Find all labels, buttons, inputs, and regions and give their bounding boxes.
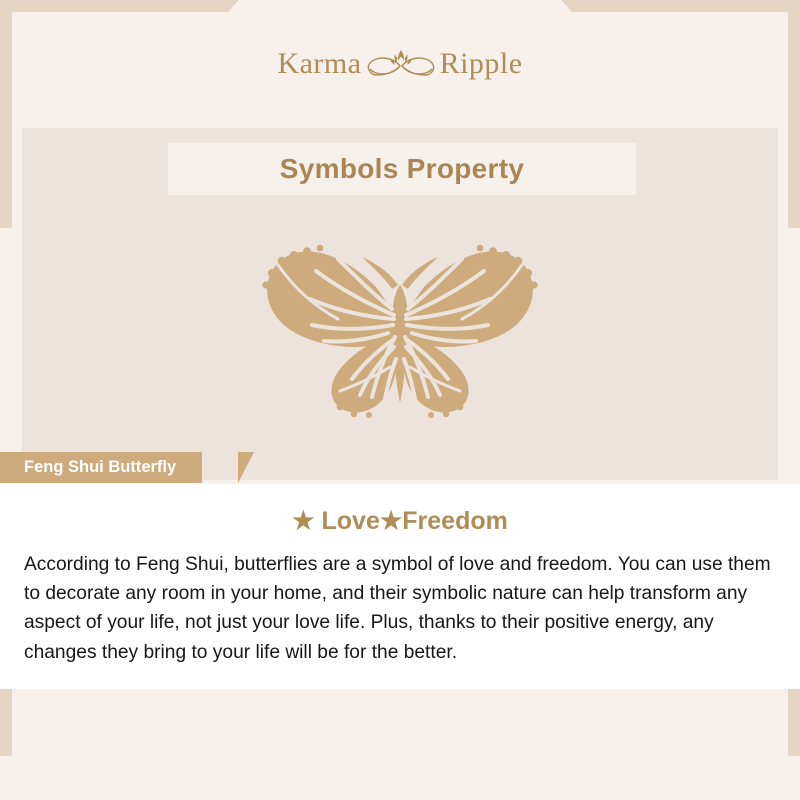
bottom-strip (0, 756, 800, 800)
corner-frame-top-right-vertical (788, 0, 800, 228)
brand-logo (0, 44, 800, 104)
brand-name-left: Karma (277, 47, 362, 80)
ribbon-tag (0, 452, 202, 483)
corner-frame-top-left-vertical (0, 0, 12, 228)
corner-frame-top-left-diagonal (0, 0, 239, 12)
lotus-infinity-ornament-icon (364, 44, 438, 88)
description-body: According to Feng Shui, butterflies are a symbol of love and freedom. You can use them to decorate any room in your home, and their symbolic nature can help transform any aspect of your life, not just your love life. Plus, thanks to their positive energy, any changes they bring to your life will be for the better. (24, 553, 771, 663)
ribbon-tail-shape (238, 452, 254, 483)
butterfly-icon (22, 206, 778, 468)
corner-frame-top-right-diagonal (561, 0, 800, 12)
panel-title-bar (168, 143, 636, 195)
page-title: Symbols Property (279, 153, 525, 184)
description-card (0, 484, 800, 689)
description-subheading: ★ Love★Freedom (292, 507, 508, 535)
ribbon-tag-label: Feng Shui Butterfly (24, 458, 177, 476)
brand-name-right: Ripple (439, 47, 523, 80)
